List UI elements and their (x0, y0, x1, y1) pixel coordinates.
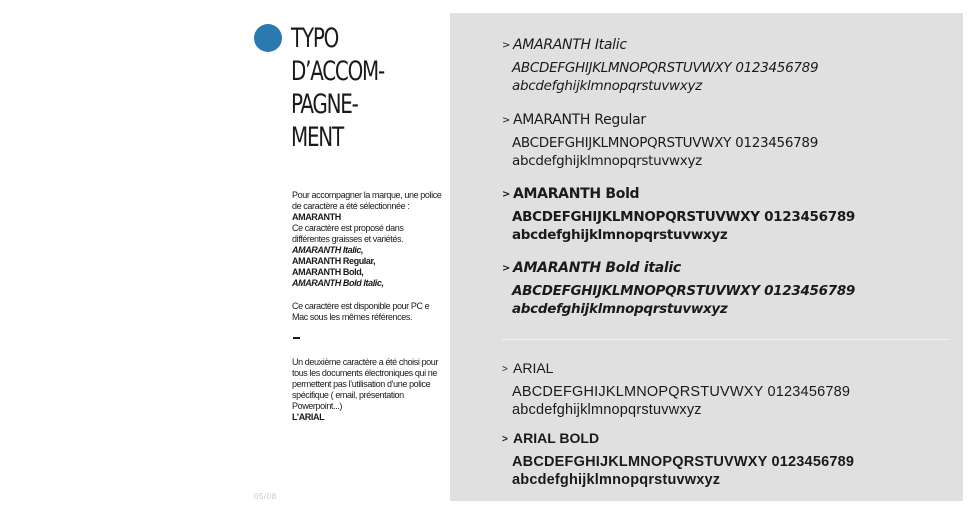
specimen-amaranth-bold (502, 185, 855, 244)
specimen-uppercase: ABCDEFGHIJKLMNOPQRSTUVWXY 0123456789 (512, 384, 851, 400)
specimen-lowercase: abcdefghijklmnopqrstuvwxyz (512, 78, 702, 94)
specimen-label: ARIAL BOLD (513, 430, 600, 446)
second-font-name: L’ARIAL (292, 412, 325, 422)
specimen-uppercase: ABCDEFGHIJKLMNOPQRSTUVWXY 0123456789 (512, 454, 855, 470)
title-line: PAGNE- (291, 89, 358, 120)
variant-item: AMARANTH Bold Italic, (292, 278, 384, 288)
title-line: D’ACCOM- (291, 56, 384, 87)
chevron-right-icon: > (502, 263, 511, 274)
specimen-lowercase: abcdefghijklmnopqrstuvwxyz (512, 153, 702, 169)
availability-text: Ce caractère est disponible pour PC e Mac sous les mêmes références. (292, 301, 430, 322)
specimen-label: AMARANTH Italic (513, 37, 627, 53)
chevron-right-icon: > (502, 434, 508, 445)
page-number: 05/08 (254, 492, 277, 501)
specimen-label: AMARANTH Regular (513, 112, 646, 128)
page-title (291, 22, 414, 154)
specimen-lowercase: abcdefghijklmnopqrstuvwxyz (512, 472, 721, 488)
accent-dot (254, 24, 282, 52)
sidebar-text (292, 190, 442, 423)
specimen-label: AMARANTH Bold italic (513, 260, 681, 276)
chevron-right-icon: > (502, 364, 508, 375)
variant-item: AMARANTH Italic, (292, 245, 364, 255)
title-line: MENT (291, 122, 343, 153)
specimen-uppercase: ABCDEFGHIJKLMNOPQRSTUVWXY 0123456789 (512, 135, 819, 151)
specimen-uppercase: ABCDEFGHIJKLMNOPQRSTUVWXY 0123456789 (512, 209, 856, 225)
chevron-right-icon: > (502, 40, 511, 51)
second-intro-text: Un deuxième caractère a été choisi pour tous les documents électroniques qui ne permettent pas l’utilisation d’une police spécifique ( email, présentation Powerpoint...) (292, 357, 438, 411)
title-line: TYPO (291, 23, 339, 54)
intro-text: Pour accompagner la marque, une police de caractère a été sélectionnée : (292, 190, 442, 211)
chevron-right-icon: > (502, 189, 511, 200)
specimen-amaranth-regular (502, 111, 818, 170)
divider-dash (293, 337, 300, 339)
specimen-label: AMARANTH Bold (513, 186, 640, 202)
variant-item: AMARANTH Regular, (292, 256, 376, 266)
specimen-amaranth-italic (502, 36, 818, 95)
specimen-amaranth-bold-italic (502, 259, 855, 318)
specimen-lowercase: abcdefghijklmnopqrstuvwxyz (512, 402, 702, 418)
specimen-panel (450, 13, 963, 501)
font-name: AMARANTH (292, 212, 341, 222)
specimen-arial-bold (502, 429, 854, 489)
specimen-uppercase: ABCDEFGHIJKLMNOPQRSTUVWXY 0123456789 (512, 60, 819, 76)
specimen-lowercase: abcdefghijklmnopqrstuvwxyz (512, 301, 728, 317)
chevron-right-icon: > (502, 115, 511, 126)
specimen-lowercase: abcdefghijklmnopqrstuvwxyz (512, 227, 728, 243)
section-divider (502, 339, 948, 340)
specimen-label: ARIAL (513, 360, 554, 376)
variants-intro: Ce caractère est proposé dans différentes graisses et variétés. (292, 223, 404, 244)
specimen-uppercase: ABCDEFGHIJKLMNOPQRSTUVWXY 0123456789 (512, 283, 856, 299)
variant-item: AMARANTH Bold, (292, 267, 364, 277)
specimen-arial (502, 359, 850, 419)
